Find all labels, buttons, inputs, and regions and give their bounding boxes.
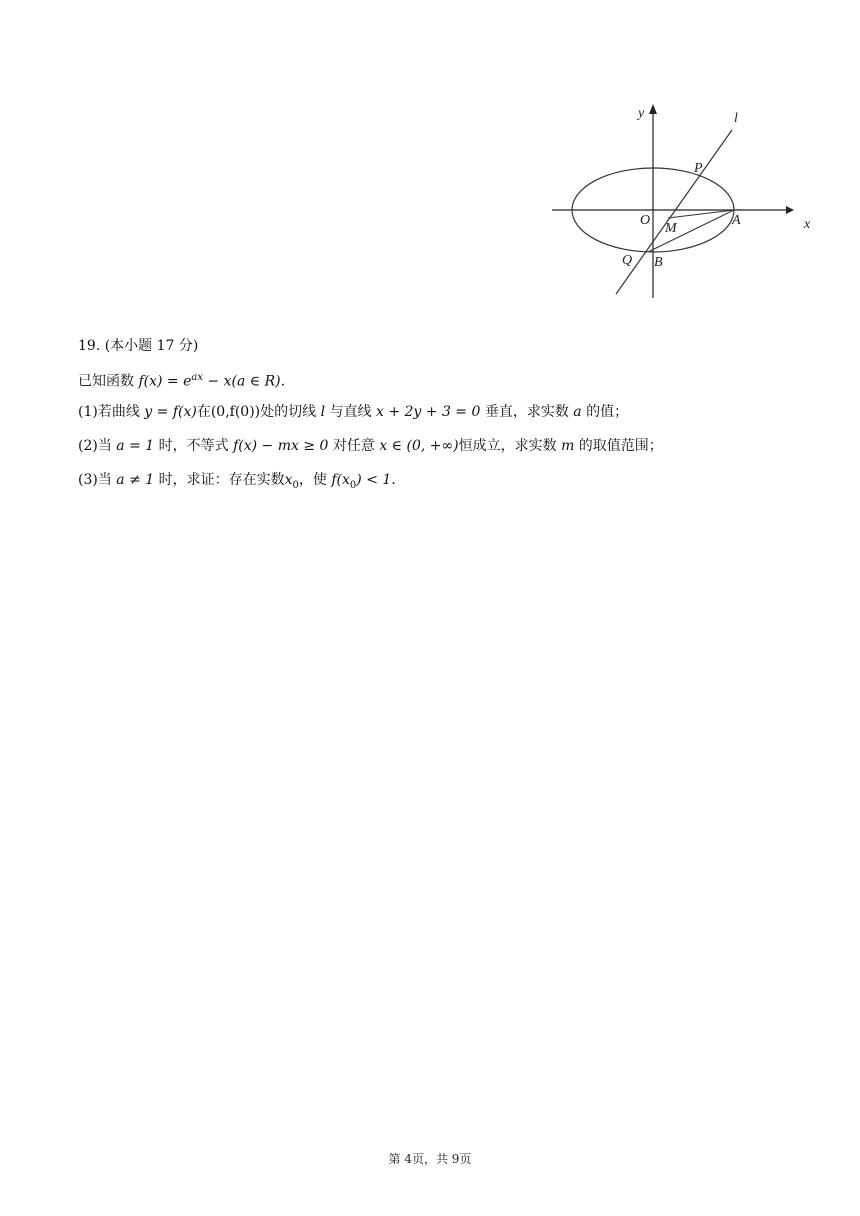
- ellipse-diagram: [548, 100, 820, 302]
- q3-x0: x: [284, 472, 293, 488]
- q1-end: 垂直，求实数: [480, 404, 574, 420]
- question-2: [78, 436, 663, 456]
- problem-heading: [78, 336, 198, 356]
- segment-MA: [668, 210, 734, 218]
- label-l: l: [734, 111, 738, 126]
- given-tail: − x(a ∈ R).: [202, 373, 286, 390]
- heading-text: 19. (本小题 17 分): [78, 338, 199, 354]
- q1-mid: 与直线: [325, 404, 376, 420]
- q3-mid2: ，使: [298, 472, 332, 488]
- q2-cond: a = 1: [116, 438, 155, 454]
- q3-tail: ) < 1.: [356, 472, 396, 488]
- question-3: [78, 470, 396, 496]
- label-M: M: [665, 221, 677, 236]
- q3-mid: 时，求证：存在实数: [154, 472, 285, 488]
- q2-domain: x ∈ (0, +∞): [379, 438, 459, 454]
- page-footer: [0, 1150, 860, 1167]
- question-1: [78, 402, 628, 422]
- label-P: P: [694, 161, 703, 176]
- q2-tail: 的取值范围；: [574, 438, 663, 454]
- q1-l: l: [320, 404, 326, 420]
- label-O: O: [640, 213, 651, 228]
- q3-f-sub: 0: [349, 479, 357, 491]
- label-x: x: [804, 217, 811, 232]
- label-A: A: [732, 213, 741, 228]
- ellipse-figure: [548, 100, 820, 302]
- q3-cond: a ≠ 1: [116, 472, 155, 488]
- label-Q: Q: [622, 253, 633, 268]
- given-prefix: 已知函数: [78, 373, 139, 390]
- x-axis-arrow: [786, 206, 794, 214]
- q3-f: f(x: [331, 472, 350, 488]
- q2-mid2: 对任意: [328, 438, 380, 454]
- q1-tail: 的值；: [581, 404, 629, 420]
- problem-given: [78, 368, 285, 392]
- q1-curve: y = f(x): [144, 404, 197, 420]
- q3-x0-sub: 0: [292, 479, 299, 491]
- q2-ineq: f(x) − mx ≥ 0: [233, 438, 329, 454]
- q1-at: 在(0,f(0))处的切线: [196, 404, 321, 420]
- page-number-text: 第 4页，共 9页: [388, 1152, 472, 1166]
- q2-prefix: (2)当: [78, 438, 117, 454]
- q2-mid: 时，不等式: [154, 438, 234, 454]
- q3-prefix: (3)当: [78, 472, 117, 488]
- label-B: B: [654, 255, 663, 270]
- given-formula: f(x) = e: [138, 373, 192, 390]
- label-y: y: [638, 106, 645, 121]
- given-exponent: ax: [191, 372, 203, 383]
- q1-prefix: (1)若曲线: [78, 404, 145, 420]
- q2-m: m: [561, 438, 575, 454]
- q2-mid3: 恒成立，求实数: [458, 438, 562, 454]
- q1-a: a: [573, 404, 582, 420]
- y-axis-arrow: [649, 104, 657, 114]
- q1-line: x + 2y + 3 = 0: [375, 404, 481, 420]
